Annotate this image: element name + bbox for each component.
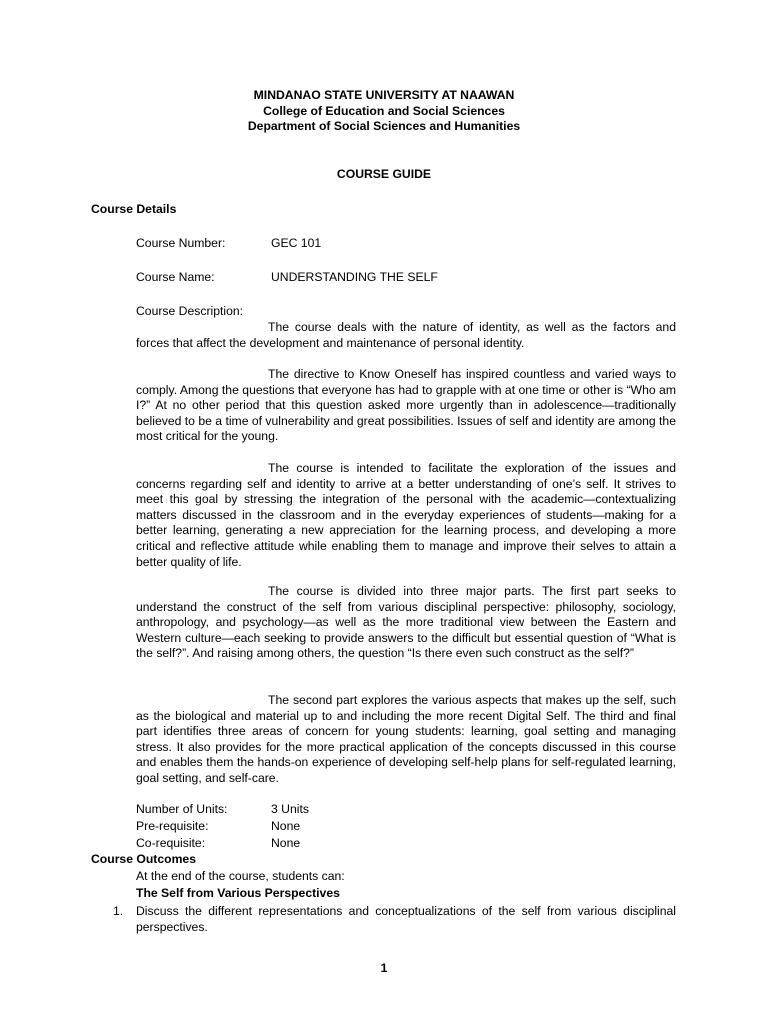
- description-paragraph-3: The course is intended to facilitate the exploration of the issues and concerns regarding self and identity to arrive at a better understanding of one’s self. It strives to meet this goal by stressing the integration of the personal with the academic—contextualizing matters discussed in the classroom and in the everyday experiences of students—making for a better learning, generating a new appreciation for the learning process, and developing a more critical and reflective attitude while enabling them to manage and improve their selves to attain a better quality of life.: [136, 461, 676, 569]
- prerequisite-label: Pre-requisite:: [136, 819, 209, 833]
- description-paragraph-1: The course deals with the nature of identity, as well as the factors and forces that affect the development and maintenance of personal identity.: [136, 320, 676, 350]
- outcome-item-text: Discuss the different representations and conceptualizations of the self from various disciplinal perspectives.: [136, 904, 676, 934]
- outcomes-intro: At the end of the course, students can:: [136, 869, 345, 883]
- outcomes-subheading: The Self from Various Perspectives: [136, 886, 340, 900]
- document-title: COURSE GUIDE: [336, 167, 432, 181]
- corequisite-value: None: [271, 836, 301, 850]
- document-header: [0, 88, 768, 135]
- course-name-value: UNDERSTANDING THE SELF: [271, 270, 438, 284]
- course-description-label: Course Description:: [136, 304, 244, 318]
- course-name-label: Course Name:: [136, 270, 215, 284]
- course-details-heading: Course Details: [91, 202, 177, 216]
- description-paragraph-5: The second part explores the various aspects that makes up the self, such as the biological and material up to and including the more recent Digital Self. The third and final part identifies three areas of concern for young students: learning, goal setting and managing stress. It also provides for the more practical application of the concepts discussed in this course and enables them the hands-on experience of developing self-help plans for self-regulated learning, goal setting, and self-care.: [136, 693, 676, 785]
- prerequisite-value: None: [271, 819, 301, 833]
- outcome-item-number: 1.: [113, 904, 124, 918]
- course-number-label: Course Number:: [136, 236, 226, 250]
- units-label: Number of Units:: [136, 802, 228, 816]
- university-name: MINDANAO STATE UNIVERSITY AT NAAWAN: [253, 88, 515, 102]
- department-name: Department of Social Sciences and Humanities: [247, 119, 521, 133]
- description-paragraph-4: The course is divided into three major parts. The first part seeks to understand the construct of the self from various disciplinal perspective: philosophy, sociology, anthropology, and psychology—as well as the more traditional view between the Eastern and Western culture—each seeking to provide answers to the difficult but essential question of “What is the self?”. And raising among others, the question “Is there even such construct as the self?”: [136, 584, 676, 661]
- course-number-value: GEC 101: [271, 236, 322, 250]
- corequisite-label: Co-requisite:: [136, 836, 206, 850]
- page-number: 1: [380, 961, 388, 975]
- college-name: College of Education and Social Sciences: [263, 103, 505, 118]
- course-outcomes-heading: Course Outcomes: [91, 852, 196, 866]
- units-value: 3 Units: [271, 802, 309, 816]
- description-paragraph-2: The directive to Know Oneself has inspired countless and varied ways to comply. Among the questions that everyone has had to grapple with at one time or other is “Who am I?” At no other period that this question asked more urgently than in adolescence—traditionally believed to be a time of vulnerability and great possibilities. Issues of self and identity are among the most critical for the young.: [136, 367, 676, 444]
